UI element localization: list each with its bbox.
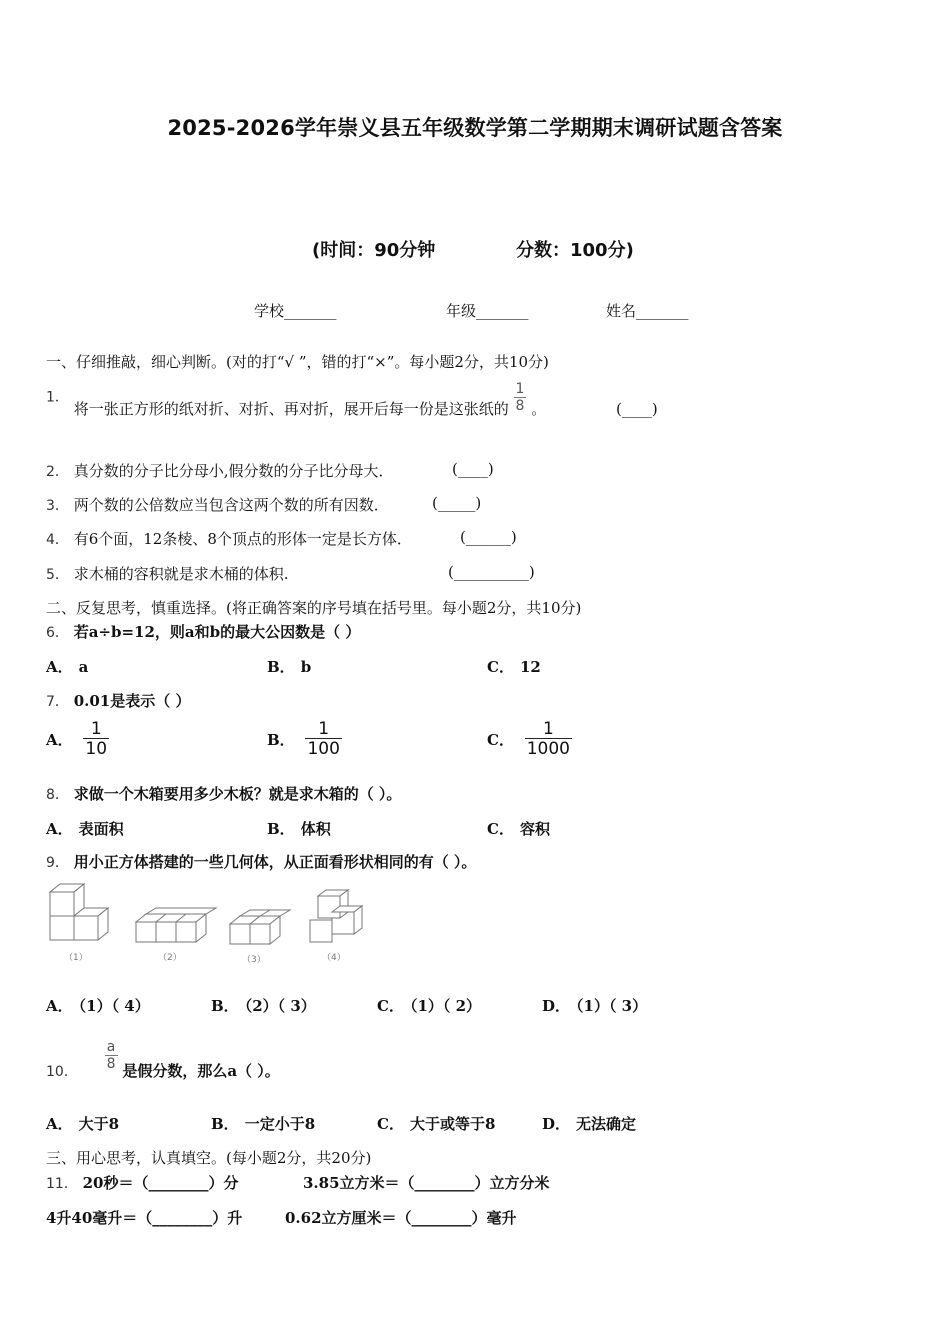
cube-figure-3: [230, 910, 290, 944]
cube-figure-1: [50, 884, 108, 940]
option-6b[interactable]: B． b: [267, 658, 312, 676]
option-8a[interactable]: A． 表面积: [46, 820, 124, 838]
time-limit: (时间：90分钟: [312, 240, 436, 261]
option-10b[interactable]: B． 一定小于8: [211, 1115, 316, 1133]
option-9b[interactable]: B． （2）（ 3）: [211, 997, 316, 1015]
caption-4: （4）: [322, 953, 346, 963]
fill-blank-11b[interactable]: 3.85立方米＝（________）立方分米: [303, 1174, 550, 1192]
option-9a[interactable]: A． （1）（ 4）: [46, 997, 150, 1015]
option-7c[interactable]: C． $\frac{1}{1000}$: [487, 719, 570, 759]
caption-1: （1）: [64, 953, 88, 963]
name-field[interactable]: 姓名_______: [606, 302, 689, 320]
caption-2: （2）: [158, 953, 182, 963]
option-7b[interactable]: B． $\frac{1}{100}$: [267, 719, 340, 759]
fill-blank-11d[interactable]: 0.62立方厘米＝（________）毫升: [285, 1209, 517, 1227]
option-9d[interactable]: D． （1）（ 3）: [542, 997, 648, 1015]
question-11: 11． 20秒＝（________）分: [46, 1174, 239, 1192]
option-6a[interactable]: A． a: [46, 658, 89, 676]
answer-blank-3[interactable]: (_____): [432, 494, 482, 512]
cube-figure-2: [136, 908, 216, 942]
fill-blank-11c[interactable]: 4升40毫升＝（________）升: [46, 1209, 243, 1227]
question-6: 6． 若a÷b=12，则a和b的最大公因数是（ ）: [46, 623, 361, 641]
fraction-1-100: $\frac{1}{100}$: [307, 719, 340, 759]
question-7: 7． 0.01是表示（ ）: [46, 692, 191, 710]
page-title: 2025-2026学年崇义县五年级数学第二学期期末调研试题含答案: [167, 116, 783, 140]
total-score: 分数：100分): [516, 240, 634, 261]
school-field[interactable]: 学校_______: [254, 302, 337, 320]
section3-heading: 三、用心思考，认真填空。(每小题2分，共20分): [46, 1149, 372, 1167]
fill-blank-11a[interactable]: 20秒＝（________）分: [82, 1174, 239, 1192]
question-number: 1．: [46, 389, 69, 406]
option-10c[interactable]: C． 大于或等于8: [377, 1115, 496, 1133]
question-4: 4． 有6个面，12条棱、8个顶点的形体一定是长方体．: [46, 530, 412, 548]
question-5: 5． 求木桶的容积就是求木桶的体积.: [46, 565, 289, 583]
question-1: 1． 将一张正方形的纸对折、对折、再对折，展开后每一份是这张纸的 $\frac{1}{8}$ 。: [46, 381, 547, 418]
cube-figure-4: [310, 890, 362, 942]
question-10: 10． $\frac{a}{8}$ 是假分数，那么a（ ）。: [46, 1039, 280, 1080]
section1-heading: 一、仔细推敲，细心判断。(对的打“√ ”，错的打“×”。每小题2分，共10分): [46, 353, 549, 371]
grade-field[interactable]: 年级_______: [446, 302, 529, 320]
option-9c[interactable]: C． （1）（ 2）: [377, 997, 482, 1015]
question-3: 3． 两个数的公倍数应当包含这两个数的所有因数．: [46, 496, 389, 514]
question-9: 9． 用小正方体搭建的一些几何体，从正面看形状相同的有（ ）。: [46, 853, 477, 871]
answer-blank-2[interactable]: (____): [452, 460, 494, 478]
fraction-1-10: $\frac{1}{10}$: [85, 719, 108, 759]
caption-3: （3）: [242, 955, 266, 965]
option-10a[interactable]: A． 大于8: [46, 1115, 120, 1133]
option-10d[interactable]: D． 无法确定: [542, 1115, 637, 1133]
answer-blank-5[interactable]: (__________): [448, 563, 535, 581]
option-8c[interactable]: C． 容积: [487, 820, 550, 838]
question-8: 8． 求做一个木箱要用多少木板？就是求木箱的（ ）。: [46, 785, 402, 803]
answer-blank-1[interactable]: (____): [616, 400, 658, 418]
option-8b[interactable]: B． 体积: [267, 820, 331, 838]
question-2: 2． 真分数的分子比分母小,假分数的分子比分母大．: [46, 462, 394, 480]
option-7a[interactable]: A． $\frac{1}{10}$: [46, 719, 108, 759]
section2-heading: 二、反复思考，慎重选择。(将正确答案的序号填在括号里。每小题2分，共10分): [46, 599, 582, 617]
fraction-1-8: $\frac{1}{8}$: [515, 381, 525, 414]
option-6c[interactable]: C． 12: [487, 658, 541, 676]
fraction-a-8: $\frac{a}{8}$: [106, 1039, 116, 1072]
answer-blank-4[interactable]: (______): [460, 528, 517, 546]
fraction-1-1000: $\frac{1}{1000}$: [526, 719, 570, 759]
cube-figures: [44, 878, 384, 970]
